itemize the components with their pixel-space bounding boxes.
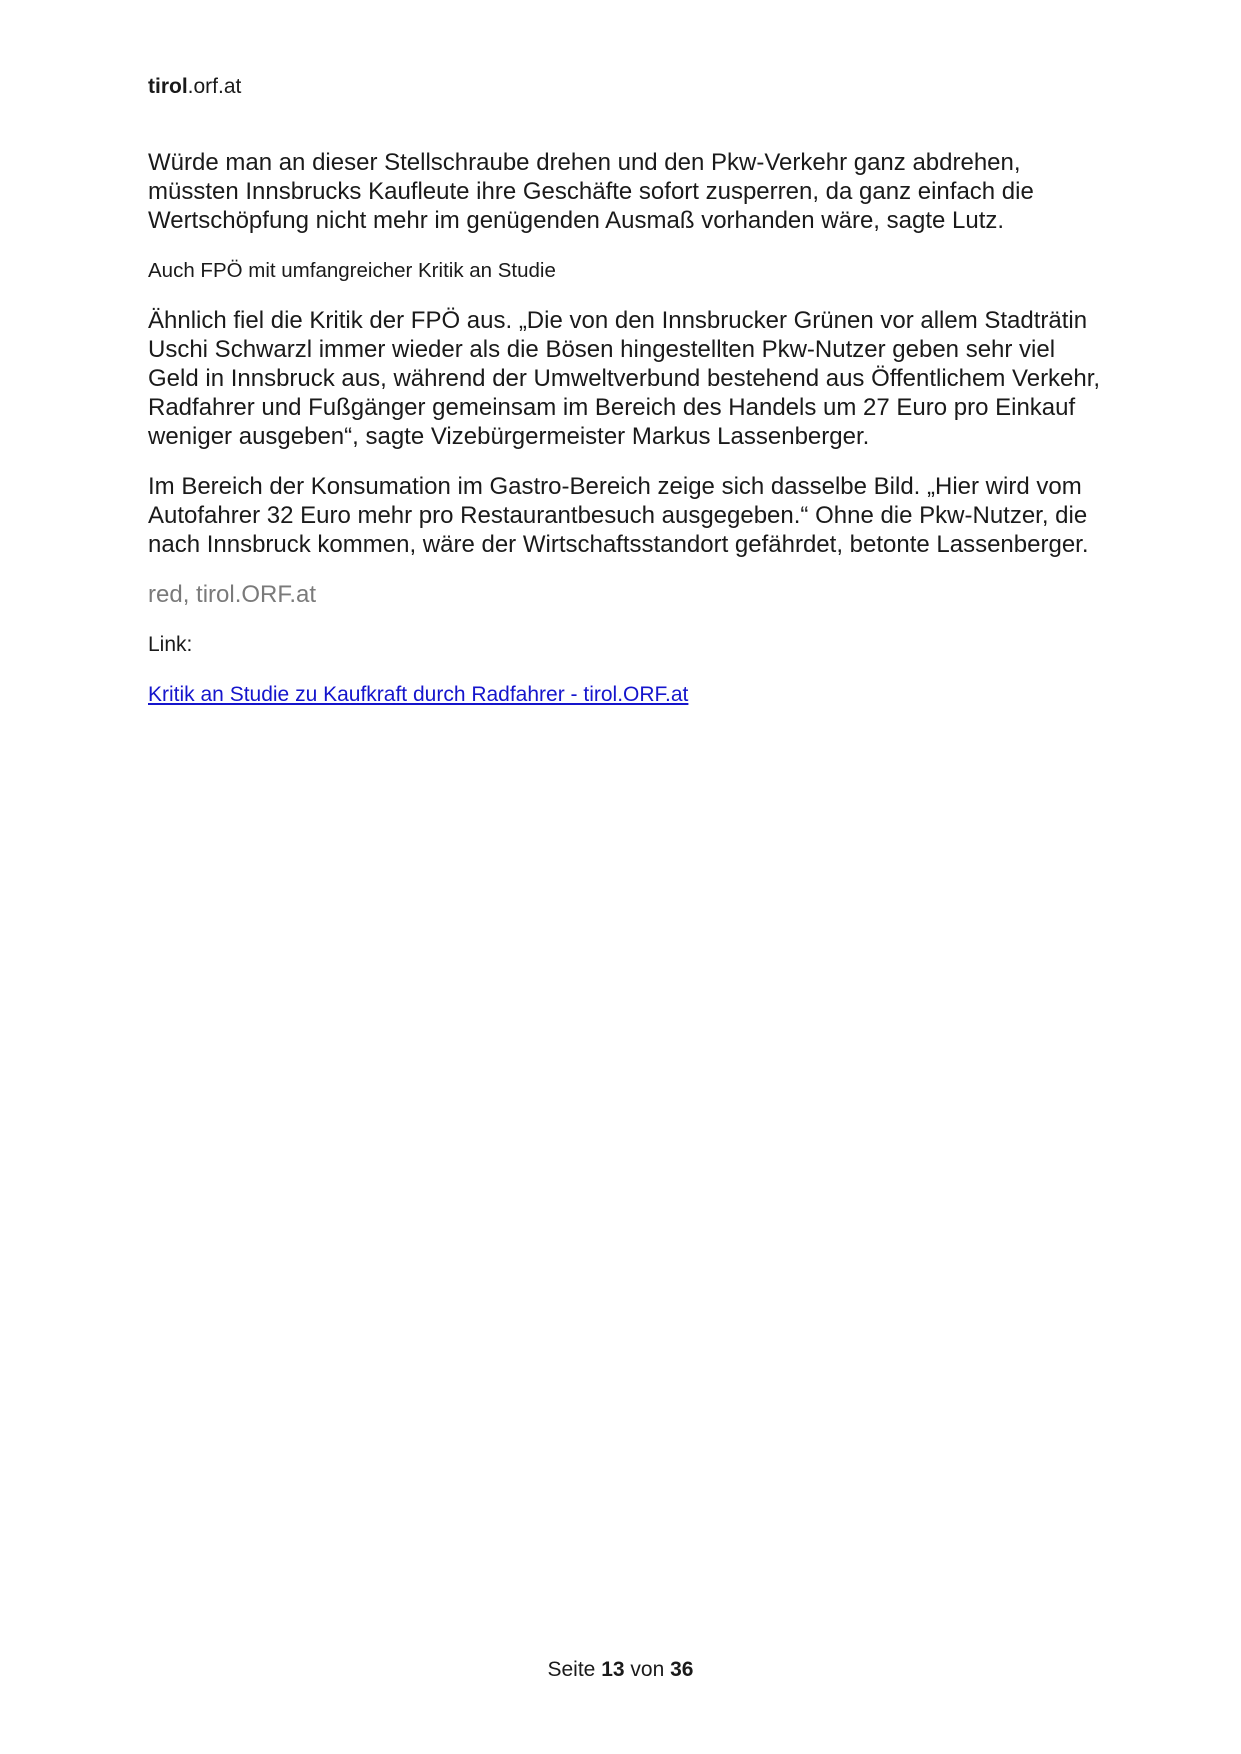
article-subheading: Auch FPÖ mit umfangreicher Kritik an Studie xyxy=(148,259,556,282)
article-credit: red, tirol.ORF.at xyxy=(148,581,317,608)
footer-separator: von xyxy=(630,1658,665,1681)
footer-prefix: Seite xyxy=(547,1658,596,1681)
link-label: Link: xyxy=(148,633,193,656)
paragraph-3: Im Bereich der Konsumation im Gastro-Bereich zeige sich dasselbe Bild. „Hier wird vom Autofahrer 32 Euro mehr pro Restaurantbesuch ausgegeben.“ Ohne die Pkw-Nutzer, die nach Innsbruck kommen, wäre der Wirtschaftsstandort gefährdet, betonte Lassenberger. xyxy=(148,473,1089,558)
paragraph-1: Würde man an dieser Stellschraube drehen und den Pkw-Verkehr ganz abdrehen, müssten Innsbrucks Kaufleute ihre Geschäfte sofort zusperren, da ganz einfach die Wertschöpfung nicht mehr im genügenden Ausmaß vorhanden wäre, sagte Lutz. xyxy=(148,149,1034,234)
article-body xyxy=(148,148,1108,709)
footer-current-page: 13 xyxy=(601,1658,625,1681)
header-site-bold: tirol xyxy=(148,75,188,98)
article-link[interactable]: Kritik an Studie zu Kaufkraft durch Radfahrer - tirol.ORF.at xyxy=(148,683,689,706)
paragraph-2: Ähnlich fiel die Kritik der FPÖ aus. „Die von den Innsbrucker Grünen vor allem Stadträtin Uschi Schwarzl immer wieder als die Bösen hingestellten Pkw-Nutzer geben sehr viel Geld in Innsbruck aus, während der Umweltverbund bestehend aus Öffentlichem Verkehr, Radfahrer und Fußgänger gemeinsam im Bereich des Handels um 27 Euro pro Einkauf weniger ausgeben“, sagte Vizebürgermeister Markus Lassenberger. xyxy=(148,307,1101,450)
header-site-rest: .orf.at xyxy=(187,75,242,98)
page-header xyxy=(148,72,241,102)
page-footer xyxy=(0,1655,1241,1685)
footer-total-pages: 36 xyxy=(670,1658,694,1681)
